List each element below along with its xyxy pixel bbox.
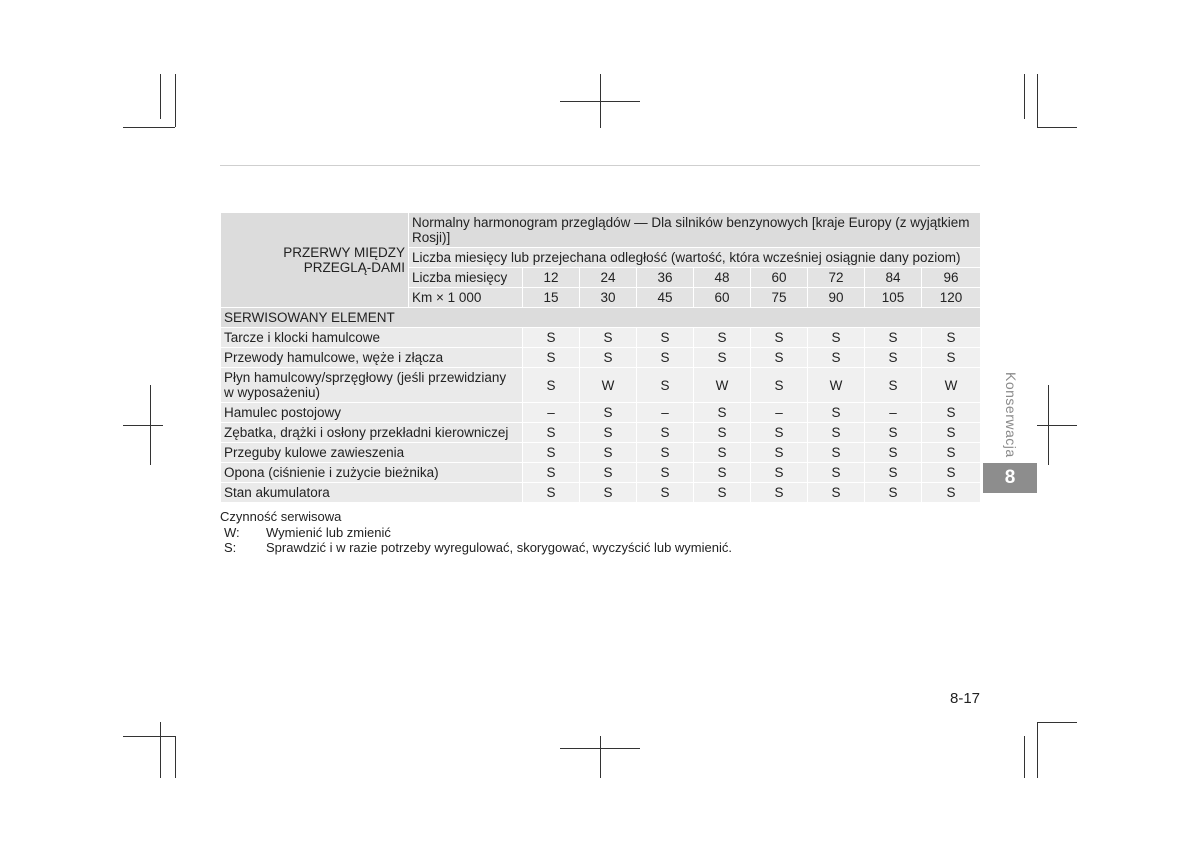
row-value: S (865, 443, 922, 463)
months-cell: 60 (751, 268, 808, 288)
row-value: W (808, 368, 865, 403)
months-cell: 12 (523, 268, 580, 288)
km-cell: 105 (865, 288, 922, 308)
row-value: S (580, 348, 637, 368)
row-label: Tarcze i klocki hamulcowe (221, 328, 523, 348)
row-value: S (580, 483, 637, 503)
row-value: W (694, 368, 751, 403)
section-label: SERWISOWANY ELEMENT (221, 308, 981, 328)
km-cell: 60 (694, 288, 751, 308)
km-cell: 30 (580, 288, 637, 308)
months-cell: 48 (694, 268, 751, 288)
row-value: S (751, 463, 808, 483)
row-value: S (523, 483, 580, 503)
section-row (221, 308, 981, 328)
row-value: S (637, 348, 694, 368)
row-value: S (751, 348, 808, 368)
row-value: S (694, 328, 751, 348)
header-rule (220, 165, 980, 166)
table-row (221, 443, 981, 463)
km-label: Km × 1 000 (409, 288, 523, 308)
legend-title: Czynność serwisowa (220, 509, 342, 524)
legend-code: S: (224, 540, 237, 555)
row-value: S (637, 423, 694, 443)
row-value: S (751, 423, 808, 443)
row-value: S (637, 483, 694, 503)
row-value: S (865, 483, 922, 503)
row-label: Przewody hamulcowe, węże i złącza (221, 348, 523, 368)
row-value: S (865, 368, 922, 403)
km-cell: 90 (808, 288, 865, 308)
row-value: S (922, 348, 981, 368)
row-value: S (694, 443, 751, 463)
months-cell: 72 (808, 268, 865, 288)
row-value: – (523, 403, 580, 423)
row-value: S (808, 483, 865, 503)
row-label: Zębatka, drążki i osłony przekładni kierowniczej (221, 423, 523, 443)
schedule-title: Normalny harmonogram przeglądów — Dla silników benzynowych [kraje Europy (z wyjątkiem Rosji)] (409, 213, 981, 248)
chapter-label: Konserwacja (1003, 372, 1019, 458)
months-cell: 96 (922, 268, 981, 288)
legend-text: Wymienić lub zmienić (266, 524, 391, 540)
row-value: W (922, 368, 981, 403)
row-value: – (751, 403, 808, 423)
table-row (221, 368, 981, 403)
row-value: S (694, 463, 751, 483)
legend-item (220, 525, 732, 541)
interval-label: PRZERWY MIĘDZY PRZEGLĄ-DAMI (221, 213, 409, 308)
row-value: S (808, 423, 865, 443)
row-value: S (523, 348, 580, 368)
row-value: S (523, 423, 580, 443)
chapter-number: 8 (1004, 467, 1016, 488)
row-value: S (922, 483, 981, 503)
row-label: Stan akumulatora (221, 483, 523, 503)
table-row (221, 483, 981, 503)
km-cell: 45 (637, 288, 694, 308)
row-value: S (580, 403, 637, 423)
row-label: Przeguby kulowe zawieszenia (221, 443, 523, 463)
row-value: S (751, 368, 808, 403)
row-value: S (580, 443, 637, 463)
row-value: S (580, 463, 637, 483)
row-value: S (808, 443, 865, 463)
row-value: S (523, 443, 580, 463)
row-value: S (637, 368, 694, 403)
row-value: S (865, 423, 922, 443)
row-value: S (922, 403, 981, 423)
row-value: S (922, 328, 981, 348)
row-value: S (808, 463, 865, 483)
row-value: S (580, 328, 637, 348)
row-value: S (694, 348, 751, 368)
km-cell: 120 (922, 288, 981, 308)
km-cell: 75 (751, 288, 808, 308)
row-value: S (922, 443, 981, 463)
table-row (221, 423, 981, 443)
row-value: – (637, 403, 694, 423)
row-value: S (523, 463, 580, 483)
row-value: S (808, 403, 865, 423)
row-value: S (865, 463, 922, 483)
row-label: Płyn hamulcowy/sprzęgłowy (jeśli przewidziany w wyposażeniu) (221, 368, 523, 403)
row-value: S (694, 403, 751, 423)
table-row (221, 328, 981, 348)
row-value: S (580, 423, 637, 443)
row-label: Opona (ciśnienie i zużycie bieżnika) (221, 463, 523, 483)
page-number: 8-17 (950, 690, 981, 707)
row-value: S (637, 443, 694, 463)
row-value: S (751, 483, 808, 503)
row-value: S (922, 463, 981, 483)
row-value: S (637, 328, 694, 348)
row-value: S (922, 423, 981, 443)
maintenance-table (220, 212, 981, 503)
schedule-subtitle: Liczba miesięcy lub przejechana odległość (wartość, która wcześniej osiągnie dany poziom) (409, 248, 981, 268)
row-value: S (694, 483, 751, 503)
row-value: S (808, 328, 865, 348)
legend-text: Sprawdzić i w razie potrzeby wyregulować, skorygować, wyczyścić lub wymienić. (266, 540, 732, 555)
row-value: S (523, 328, 580, 348)
table-row (221, 348, 981, 368)
km-cell: 15 (523, 288, 580, 308)
row-value: S (865, 348, 922, 368)
row-value: – (865, 403, 922, 423)
service-legend (220, 509, 732, 556)
row-value: S (694, 423, 751, 443)
months-cell: 84 (865, 268, 922, 288)
months-cell: 24 (580, 268, 637, 288)
header-row-title (221, 213, 981, 248)
row-value: S (808, 348, 865, 368)
legend-code: W: (224, 524, 240, 540)
row-value: S (751, 328, 808, 348)
chapter-tab (983, 463, 1037, 493)
table-row (221, 403, 981, 423)
months-cell: 36 (637, 268, 694, 288)
row-value: W (580, 368, 637, 403)
row-value: S (637, 463, 694, 483)
row-value: S (751, 443, 808, 463)
legend-item (220, 540, 732, 556)
months-label: Liczba miesięcy (409, 268, 523, 288)
row-value: S (523, 368, 580, 403)
table-row (221, 463, 981, 483)
row-label: Hamulec postojowy (221, 403, 523, 423)
row-value: S (865, 328, 922, 348)
